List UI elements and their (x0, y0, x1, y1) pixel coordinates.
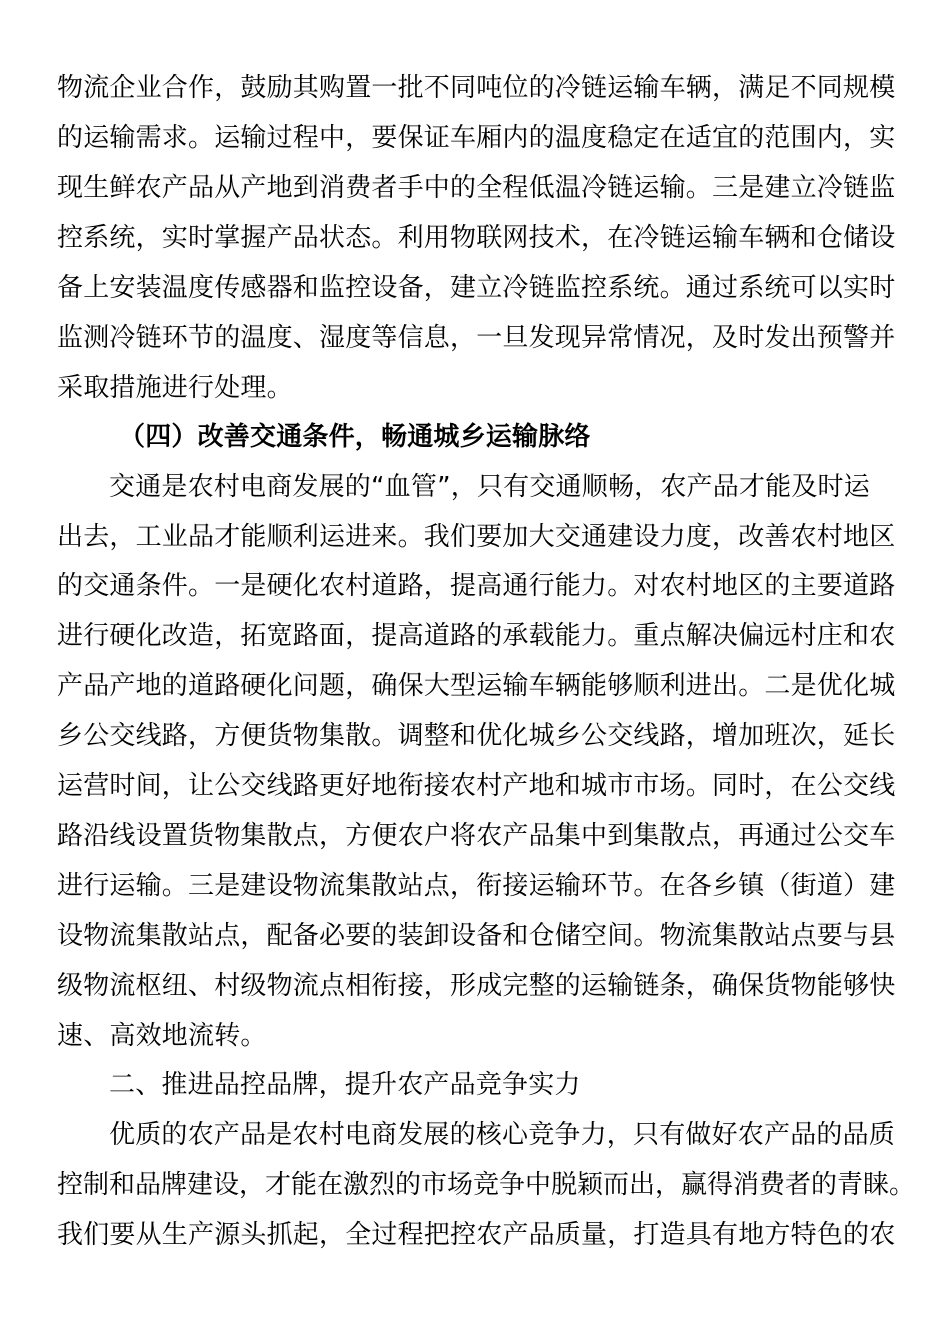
section-heading: （四）改善交通条件，畅通城乡运输脉络 (119, 422, 591, 452)
body-text-line: 采取措施进行处理。 (57, 373, 293, 403)
body-text-line: 级物流枢纽、村级物流点相衔接，形成完整的运输链条，确保货物能够快 (57, 971, 896, 1001)
body-text-line: 控系统，实时掌握产品状态。利用物联网技术，在冷链运输车辆和仓储设 (57, 223, 896, 253)
body-text-line: 备上安装温度传感器和监控设备，建立冷链监控系统。通过系统可以实时 (57, 273, 896, 303)
body-text-line: 速、高效地流转。 (57, 1021, 267, 1051)
body-text-line: 控制和品牌建设，才能在激烈的市场竞争中脱颖而出，赢得消费者的青睐。 (57, 1170, 916, 1200)
paragraph-first-line: 交通是农村电商发展的“血管”，只有交通顺畅，农产品才能及时运 (109, 472, 870, 502)
chapter-heading: 二、推进品控品牌，提升农产品竞争实力 (109, 1070, 581, 1100)
body-text-line: 物流企业合作，鼓励其购置一批不同吨位的冷链运输车辆，满足不同规模 (57, 73, 896, 103)
body-text-line: 我们要从生产源头抓起，全过程把控农产品质量，打造具有地方特色的农 (57, 1220, 896, 1250)
paragraph-first-line: 优质的农产品是农村电商发展的核心竞争力，只有做好农产品的品质 (109, 1120, 896, 1150)
body-text-line: 乡公交线路，方便货物集散。调整和优化城乡公交线路，增加班次，延长 (57, 721, 896, 751)
body-text-line: 现生鲜农产品从产地到消费者手中的全程低温冷链运输。三是建立冷链监 (57, 173, 896, 203)
body-text-line: 的交通条件。一是硬化农村道路，提高通行能力。对农村地区的主要道路 (57, 571, 896, 601)
body-text-line: 进行运输。三是建设物流集散站点，衔接运输环节。在各乡镇（街道）建 (57, 871, 896, 901)
body-text-line: 监测冷链环节的温度、湿度等信息，一旦发现异常情况，及时发出预警并 (57, 323, 896, 353)
body-text-line: 的运输需求。运输过程中，要保证车厢内的温度稳定在适宜的范围内，实 (57, 123, 896, 153)
body-text-line: 运营时间，让公交线路更好地衔接农村产地和城市市场。同时，在公交线 (57, 771, 896, 801)
body-text-line: 进行硬化改造，拓宽路面，提高道路的承载能力。重点解决偏远村庄和农 (57, 621, 896, 651)
body-text-line: 产品产地的道路硬化问题，确保大型运输车辆能够顺利进出。二是优化城 (57, 671, 896, 701)
body-text-line: 出去，工业品才能顺利运进来。我们要加大交通建设力度，改善农村地区 (57, 522, 896, 552)
body-text-line: 设物流集散站点，配备必要的装卸设备和仓储空间。物流集散站点要与县 (57, 921, 896, 951)
body-text-line: 路沿线设置货物集散点，方便农户将农产品集中到集散点，再通过公交车 (57, 821, 896, 851)
